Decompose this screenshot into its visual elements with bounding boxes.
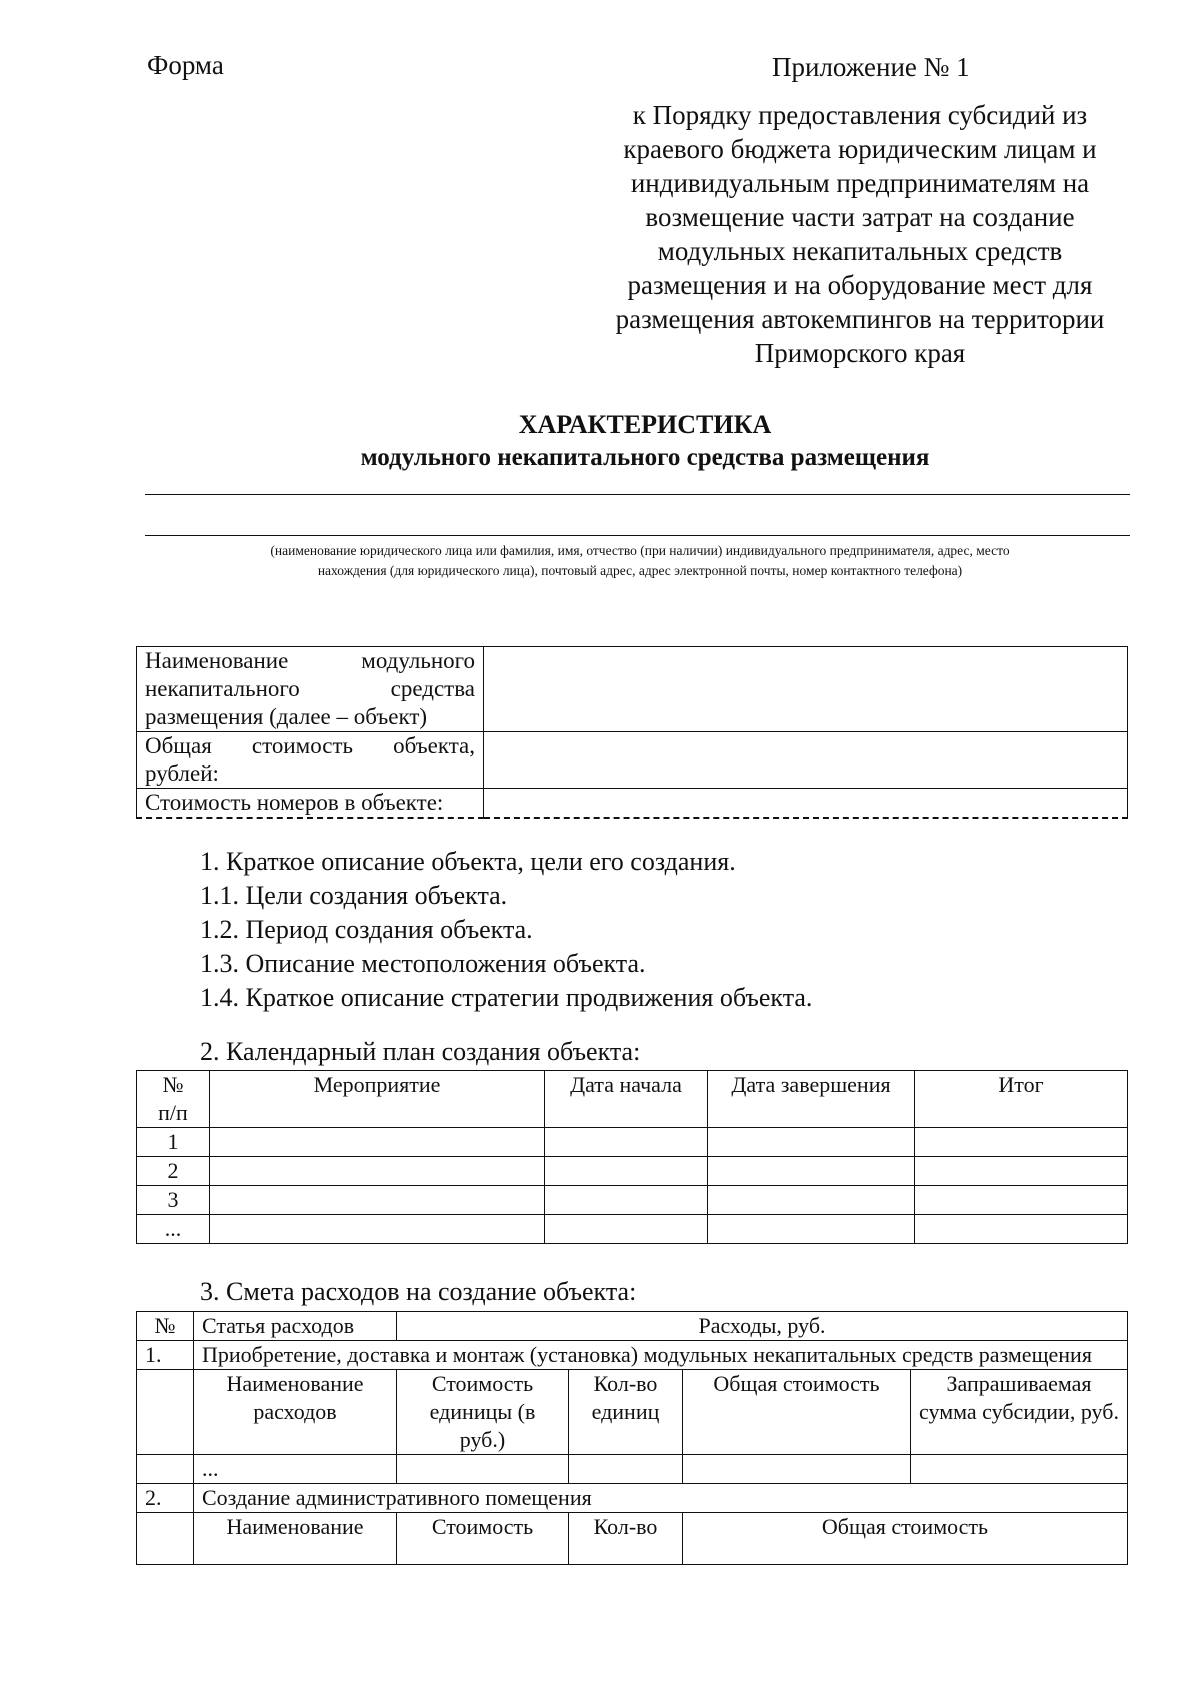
document-subtitle: модульного некапитального средства размещения (360, 444, 930, 471)
object-name-label (137, 647, 484, 732)
section-1-item: 1.3. Описание местоположения объекта. (200, 949, 646, 978)
table-row (137, 1128, 1128, 1157)
header-line: № (162, 1072, 184, 1097)
result-cell[interactable] (915, 1215, 1128, 1244)
start-cell[interactable] (545, 1215, 708, 1244)
document-title: ХАРАКТЕРИСТИКА (518, 410, 772, 439)
col-num-header (137, 1071, 210, 1128)
label-line: Общая стоимость объекта, (145, 733, 475, 758)
subheader-qty: Кол-во единиц (569, 1370, 683, 1455)
subheader-qty: Кол-во (569, 1513, 683, 1565)
cost-estimate-table (136, 1311, 1128, 1565)
col-event-header: Мероприятие (210, 1071, 545, 1128)
result-cell[interactable] (915, 1157, 1128, 1186)
row-number: 1. (137, 1341, 194, 1370)
end-cell[interactable] (708, 1128, 915, 1157)
appendix-line: краевого бюджета юридическим лицам и (623, 134, 1097, 164)
cost-item-title: Создание административного помещения (194, 1484, 1128, 1513)
empty-cell (137, 1455, 194, 1484)
appendix-line: Приморского края (754, 338, 966, 368)
qty-cell[interactable] (569, 1455, 683, 1484)
section-1-item: 1.1. Цели создания объекта. (200, 881, 508, 910)
object-info-table (136, 646, 1128, 819)
label-line: размещения (далее – объект) (145, 704, 428, 729)
subheader-subsidy: Запрашиваемая сумма субсидии, руб. (911, 1370, 1128, 1455)
appendix-line: модульных некапитальных средств (657, 236, 1063, 266)
end-cell[interactable] (708, 1215, 915, 1244)
caption-line: (наименование юридического лица или фамилия, имя, отчество (при наличии) индивидуального предпринимателя, адрес, место (270, 543, 1010, 558)
table-row (137, 1215, 1128, 1244)
start-cell[interactable] (545, 1128, 708, 1157)
appendix-line: к Порядку предоставления субсидий из (632, 100, 1088, 130)
end-cell[interactable] (708, 1186, 915, 1215)
appendix-line: размещения и на оборудование мест для (627, 270, 1093, 300)
row-number: ... (137, 1215, 210, 1244)
appendix-line: размещения автокемпингов на территории (615, 304, 1105, 334)
subheader-total: Общая стоимость (683, 1370, 911, 1455)
col-costs-header: Расходы, руб. (397, 1312, 1128, 1341)
row-number: 2. (137, 1484, 194, 1513)
fill-line-1 (145, 494, 1130, 495)
event-cell[interactable] (210, 1157, 545, 1186)
form-label: Форма (147, 50, 224, 80)
table-row (137, 1157, 1128, 1186)
table-row (137, 1186, 1128, 1215)
end-cell[interactable] (708, 1157, 915, 1186)
subheader-total: Общая стоимость (683, 1513, 1128, 1565)
start-cell[interactable] (545, 1186, 708, 1215)
appendix-label: Приложение № 1 (772, 52, 970, 82)
total-cell[interactable] (683, 1455, 911, 1484)
section-1-item: 1. Краткое описание объекта, цели его создания. (200, 847, 736, 876)
row-number: 1 (137, 1128, 210, 1157)
section-1-list (200, 845, 812, 1015)
rooms-cost-value[interactable] (484, 789, 1128, 819)
section-2-heading: 2. Календарный план создания объекта: (200, 1037, 641, 1066)
col-item-header: Статья расходов (194, 1312, 397, 1341)
col-result-header: Итог (915, 1071, 1128, 1128)
caption-line: нахождения (для юридического лица), почтовый адрес, адрес электронной почты, номер контактного телефона) (317, 563, 963, 578)
event-cell[interactable] (210, 1128, 545, 1157)
subsidy-cell[interactable] (911, 1455, 1128, 1484)
section-1-item: 1.4. Краткое описание стратегии продвижения объекта. (200, 983, 813, 1012)
event-cell[interactable] (210, 1215, 545, 1244)
result-cell[interactable] (915, 1186, 1128, 1215)
unit-cost-cell[interactable] (397, 1455, 569, 1484)
label-line: некапитального средства (145, 676, 475, 701)
object-name-value[interactable] (484, 647, 1128, 732)
label-line: Наименование модульного (145, 648, 475, 673)
ellipsis-cell: ... (194, 1455, 397, 1484)
empty-cell (137, 1370, 194, 1455)
cost-item-title: Приобретение, доставка и монтаж (установка) модульных некапитальных средств размещения (194, 1341, 1128, 1370)
subheader-name: Наименование (194, 1513, 397, 1565)
object-cost-label (137, 732, 484, 789)
appendix-text (600, 98, 1120, 370)
appendix-line: индивидуальным предпринимателям на (630, 168, 1090, 198)
empty-cell (137, 1513, 194, 1565)
object-cost-value[interactable] (484, 732, 1128, 789)
event-cell[interactable] (210, 1186, 545, 1215)
calendar-plan-table (136, 1070, 1128, 1244)
row-number: 3 (137, 1186, 210, 1215)
col-start-header: Дата начала (545, 1071, 708, 1128)
col-num-header: № (137, 1312, 194, 1341)
subheader-unit-cost: Стоимость единицы (в руб.) (397, 1370, 569, 1455)
appendix-line: возмещение части затрат на создание (645, 202, 1075, 232)
label-line: рублей: (145, 761, 219, 786)
subheader-name: Наименование расходов (194, 1370, 397, 1455)
row-number: 2 (137, 1157, 210, 1186)
fill-line-caption (160, 541, 1120, 581)
section-1-item: 1.2. Период создания объекта. (200, 915, 533, 944)
subheader-unit-cost: Стоимость (397, 1513, 569, 1565)
start-cell[interactable] (545, 1157, 708, 1186)
table-row (137, 1455, 1128, 1484)
section-3-heading: 3. Смета расходов на создание объекта: (200, 1277, 637, 1306)
rooms-cost-label: Стоимость номеров в объекте: (137, 789, 484, 819)
col-end-header: Дата завершения (708, 1071, 915, 1128)
result-cell[interactable] (915, 1128, 1128, 1157)
header-line: п/п (158, 1100, 188, 1125)
fill-line-2 (145, 535, 1130, 536)
